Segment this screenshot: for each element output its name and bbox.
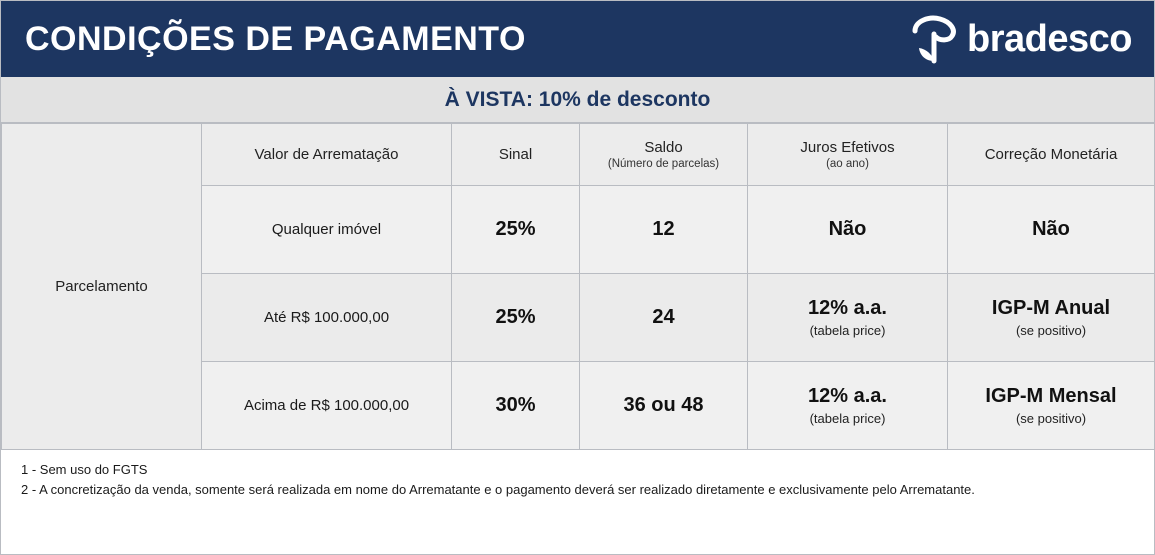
column-header-label: Juros Efetivos — [800, 139, 895, 156]
cell-correcao — [948, 362, 1155, 450]
column-header-label: Saldo — [644, 139, 683, 156]
cell-sinal: 25% — [452, 186, 580, 274]
cell-valor: Acima de R$ 100.000,00 — [202, 362, 452, 450]
cell-correcao-value: IGP-M Mensal — [985, 385, 1117, 407]
row-group-label: Parcelamento — [2, 124, 202, 450]
cell-correcao — [948, 186, 1155, 274]
cell-juros-value: 12% a.a. — [808, 385, 887, 407]
document-header — [1, 1, 1154, 77]
cell-juros — [748, 362, 948, 450]
column-header-sinal — [452, 124, 580, 186]
cell-sinal: 30% — [452, 362, 580, 450]
column-header-sublabel: (Número de parcelas) — [607, 158, 720, 170]
cell-correcao-value: IGP-M Anual — [991, 297, 1111, 319]
footer-note-2: 2 - A concretização da venda, somente será realizada em nome do Arrematante e o pagamento deverá ser realizado diretamente e exclusivamente pelo Arrematante. — [21, 482, 975, 497]
cell-correcao — [948, 274, 1155, 362]
cell-juros — [748, 186, 948, 274]
column-header-correcao — [948, 124, 1155, 186]
table-header-row — [2, 124, 1155, 186]
column-header-valor — [202, 124, 452, 186]
column-header-juros — [748, 124, 948, 186]
brand-logo — [907, 14, 1132, 64]
column-header-saldo — [580, 124, 748, 186]
column-header-label: Sinal — [498, 146, 533, 163]
footer-notes — [1, 450, 1154, 507]
cell-valor: Qualquer imóvel — [202, 186, 452, 274]
bradesco-tree-icon — [907, 14, 961, 64]
page-title: CONDIÇÕES DE PAGAMENTO — [25, 20, 526, 58]
column-header-label: Valor de Arrematação — [254, 146, 399, 163]
cell-sinal: 25% — [452, 274, 580, 362]
cell-juros-value: 12% a.a. — [808, 297, 887, 319]
cell-saldo: 24 — [580, 274, 748, 362]
conditions-table — [1, 123, 1155, 450]
cell-valor: Até R$ 100.000,00 — [202, 274, 452, 362]
cell-juros-note: (tabela price) — [809, 411, 886, 426]
cell-saldo: 12 — [580, 186, 748, 274]
column-header-sublabel: (ao ano) — [826, 158, 869, 170]
discount-text: À VISTA: 10% de desconto — [444, 87, 711, 111]
cell-juros-value: Não — [828, 218, 867, 240]
column-header-label: Correção Monetária — [984, 146, 1118, 163]
discount-banner — [1, 77, 1154, 123]
cell-saldo: 36 ou 48 — [580, 362, 748, 450]
cell-correcao-note: (se positivo) — [1015, 323, 1087, 338]
cell-juros-note: (tabela price) — [809, 323, 886, 338]
cell-correcao-note: (se positivo) — [1015, 411, 1087, 426]
footer-note-1: 1 - Sem uso do FGTS — [21, 462, 148, 477]
brand-name: bradesco — [967, 18, 1132, 60]
cell-juros — [748, 274, 948, 362]
cell-correcao-value: Não — [1032, 218, 1070, 240]
